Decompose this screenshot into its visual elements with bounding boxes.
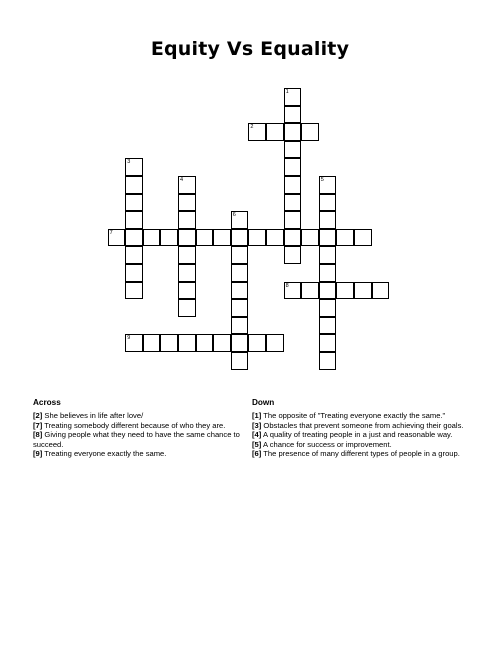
grid-cell[interactable]	[231, 211, 249, 229]
down-clues	[252, 398, 467, 459]
grid-cell[interactable]	[125, 211, 143, 229]
grid-cell[interactable]	[319, 299, 337, 317]
grid-cell[interactable]	[178, 211, 196, 229]
grid-cell[interactable]	[160, 229, 178, 247]
clue-text: A quality of treating people in a just and reasonable way.	[262, 430, 453, 440]
down-heading: Down	[252, 398, 275, 407]
grid-cell[interactable]	[231, 334, 249, 352]
grid-cell[interactable]	[231, 282, 249, 300]
grid-cell[interactable]	[248, 123, 266, 141]
grid-cell[interactable]	[266, 123, 284, 141]
grid-cell[interactable]	[178, 246, 196, 264]
clue-number: [1]	[252, 411, 262, 420]
clue-number: [4]	[252, 430, 262, 440]
grid-cell[interactable]	[213, 229, 231, 247]
clue-number: [7]	[33, 420, 43, 430]
grid-cell[interactable]	[213, 334, 231, 352]
grid-cell[interactable]	[125, 229, 143, 247]
grid-cell[interactable]	[284, 158, 302, 176]
grid-cell[interactable]	[284, 211, 302, 229]
clue-text: The presence of many different types of people in a group.	[263, 449, 460, 459]
across-clue-8	[33, 430, 248, 449]
across-clue-9	[33, 449, 248, 459]
grid-cell[interactable]	[354, 229, 372, 247]
grid-cell[interactable]	[372, 282, 390, 300]
grid-cell[interactable]	[231, 299, 249, 317]
cell-number: 9	[127, 335, 131, 342]
clue-text: Obstacles that prevent someone from achieving their goals.	[263, 420, 464, 430]
grid-cell[interactable]	[125, 282, 143, 300]
grid-cell[interactable]	[266, 334, 284, 352]
grid-cell[interactable]	[178, 282, 196, 300]
cell-number: 8	[285, 282, 289, 289]
cell-number: 4	[180, 177, 184, 183]
cell-number: 2	[250, 124, 254, 131]
grid-cell[interactable]	[284, 246, 302, 264]
clue-number: [9]	[33, 449, 43, 459]
grid-cell[interactable]	[284, 229, 302, 247]
grid-cell[interactable]	[284, 106, 302, 124]
down-clue-3	[252, 421, 467, 431]
grid-cell[interactable]	[301, 229, 319, 247]
puzzle-title: Equity Vs Equality	[150, 38, 350, 60]
across-clue-2	[33, 411, 248, 421]
grid-cell[interactable]	[319, 211, 337, 229]
grid-cell[interactable]	[319, 194, 337, 212]
grid-cell[interactable]	[143, 334, 161, 352]
grid-cell[interactable]	[336, 282, 354, 300]
grid-cell[interactable]	[248, 229, 266, 247]
clue-text: She believes in life after love/	[44, 411, 144, 420]
grid-cell[interactable]	[125, 246, 143, 264]
grid-cell[interactable]	[248, 334, 266, 352]
grid-cell[interactable]	[266, 229, 284, 247]
grid-cell[interactable]	[319, 264, 337, 282]
cell-number: 5	[320, 177, 324, 183]
clue-text: Giving people what they need to have the same chance to succeed.	[33, 430, 240, 449]
grid-cell[interactable]	[319, 229, 337, 247]
grid-cell[interactable]	[196, 229, 214, 247]
grid-cell[interactable]	[178, 194, 196, 212]
grid-cell[interactable]	[319, 176, 337, 194]
across-clues	[33, 398, 248, 459]
grid-cell[interactable]	[196, 334, 214, 352]
grid-cell[interactable]	[284, 176, 302, 194]
grid-cell[interactable]	[178, 299, 196, 317]
grid-cell[interactable]	[319, 352, 337, 370]
grid-cell[interactable]	[319, 317, 337, 335]
grid-cell[interactable]	[319, 334, 337, 352]
grid-cell[interactable]	[284, 141, 302, 159]
grid-cell[interactable]	[178, 229, 196, 247]
grid-cell[interactable]	[284, 88, 302, 106]
grid-cell[interactable]	[319, 246, 337, 264]
grid-cell[interactable]	[125, 176, 143, 194]
clue-number: [2]	[33, 411, 43, 420]
across-clue-list	[33, 411, 248, 459]
clue-number: [6]	[252, 449, 262, 459]
clue-number: [3]	[252, 420, 262, 430]
grid-cell[interactable]	[178, 334, 196, 352]
grid-cell[interactable]	[284, 282, 302, 300]
cell-number: 1	[285, 89, 289, 95]
grid-cell[interactable]	[301, 282, 319, 300]
clue-text: A chance for success or improvement.	[262, 439, 392, 449]
grid-cell[interactable]	[336, 229, 354, 247]
across-heading: Across	[33, 398, 61, 407]
grid-cell[interactable]	[125, 334, 143, 352]
grid-cell[interactable]	[125, 264, 143, 282]
clue-text: Treating everyone exactly the same.	[44, 449, 167, 459]
clue-text: Treating somebody different because of who they are.	[44, 420, 226, 430]
grid-cell[interactable]	[108, 229, 126, 247]
grid-cell[interactable]	[178, 264, 196, 282]
grid-cell[interactable]	[284, 194, 302, 212]
grid-cell[interactable]	[125, 158, 143, 176]
down-clue-5	[252, 440, 467, 450]
down-clue-4	[252, 430, 467, 440]
grid-cell[interactable]	[319, 282, 337, 300]
across-clue-7	[33, 421, 248, 431]
grid-cell[interactable]	[231, 246, 249, 264]
grid-cell[interactable]	[143, 229, 161, 247]
grid-cell[interactable]	[231, 317, 249, 335]
grid-cell[interactable]	[354, 282, 372, 300]
cell-number: 6	[232, 212, 236, 219]
grid-cell[interactable]	[231, 264, 249, 282]
down-clue-6	[252, 449, 467, 459]
grid-cell[interactable]	[125, 194, 143, 212]
cell-number: 7	[109, 229, 113, 236]
grid-cell[interactable]	[301, 123, 319, 141]
grid-cell[interactable]	[160, 334, 178, 352]
clue-text: The opposite of "Treating everyone exactly the same."	[263, 411, 446, 420]
grid-cell[interactable]	[231, 352, 249, 370]
grid-cell[interactable]	[284, 123, 302, 141]
down-clue-list	[252, 411, 467, 459]
grid-cell[interactable]	[178, 176, 196, 194]
grid-cell[interactable]	[231, 229, 249, 247]
cell-number: 3	[127, 159, 131, 166]
clue-number: [8]	[33, 430, 43, 440]
clue-number: [5]	[252, 439, 262, 449]
down-clue-1	[252, 411, 467, 421]
